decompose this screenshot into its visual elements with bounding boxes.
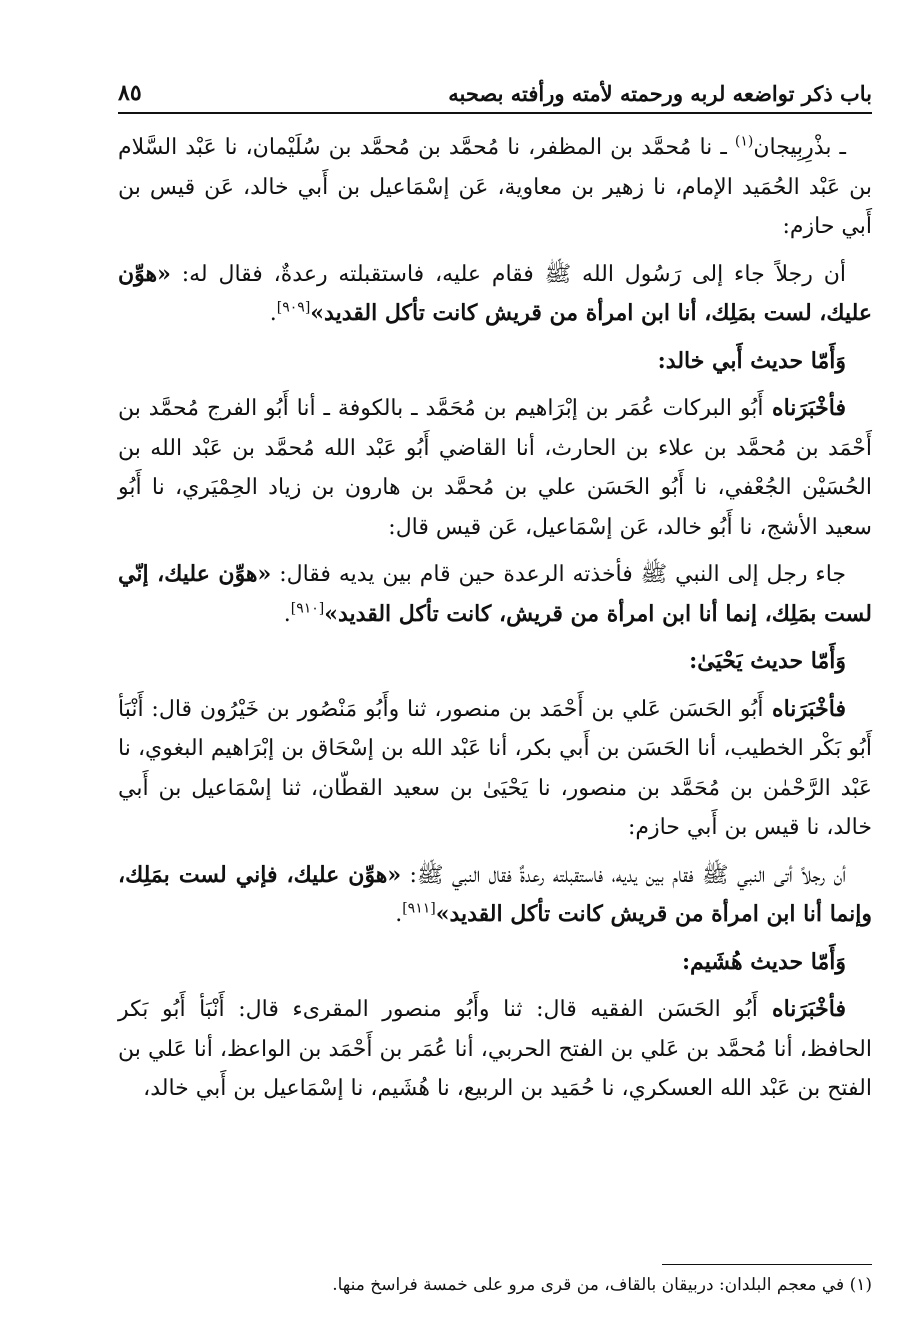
text-run: . [269, 301, 277, 326]
running-header [118, 66, 872, 114]
chapter-title: باب ذكر تواضعه لربه ورحمته لأمته ورأفته بصحبه [448, 81, 872, 106]
text-run: أن رجلاً جاء إلى رَسُول الله ﷺ فقام عليه، فاستقبلته رعدةٌ، فقال له: [170, 261, 846, 287]
section-heading-yahya [118, 642, 872, 682]
footnote-divider [662, 1264, 872, 1265]
bold-text: وَأَمّا حديث [742, 347, 846, 374]
reference-marker: [٩١٠] [290, 600, 325, 617]
paragraph-isnad [118, 690, 872, 848]
section-heading-abi-khalid [118, 342, 872, 382]
text-run: أَبُو الحَسَن الفقيه قال: ثنا وأَبُو منصور المقرىء قال: أَنْبَأ أَبُو بَكر الحافظ، أنا مُحمَّد بن عَلي بن الفتح الحربي، أنا عُمَر بن أَحْمَد بن الواعظ، أنا عَلي بن الفتح بن عَبْد الله العسكري، نا حُمَيد بن الربيع، نا هُشَيم، نا إسْمَاعيل بن أَبي خالد، [118, 997, 872, 1101]
text-run: جاء رجل إلى النبي ﷺ فأخذته الرعدة حين قام بين يديه فقال: [271, 562, 846, 587]
text-run: ـ بذْرِبِيجان [753, 135, 847, 160]
text-run: هُشَيم: [681, 948, 743, 975]
section-heading-hushaym [118, 943, 872, 983]
paragraph-isnad [118, 990, 872, 1109]
text-run: أَبي خالد: [657, 347, 743, 374]
bold-text: فأخْبَرَناه [763, 695, 846, 722]
reference-marker: [٩٠٩] [276, 299, 311, 316]
bold-text: «هوِّن عليك، فإني لست بمَلِك، وإنما أنا ابن امرأة من قريش كانت تأكل القديد» [118, 861, 872, 927]
text-run: يَحْيَىٰ: [689, 648, 743, 674]
footnote: (١) في معجم البلدان: دربيقان بالقاف، من قرى مرو على خمسة فراسخ منها. [332, 1275, 872, 1295]
bold-text: فأخْبَرَناه [763, 395, 847, 421]
bold-text: «هوِّن عليك، لست بمَلِك، أنا ابن امرأة من قريش كانت تأكل القديد» [118, 260, 872, 326]
reference-marker: (١) [734, 133, 754, 150]
paragraph-isnad [118, 389, 872, 547]
text-run: أَبُو الحَسَن عَلي بن أَحْمَد بن منصور، ثنا وأَبُو مَنْصُور بن خَيْرُون قال: أَنْبَأ أَبُو بَكْر الخطيب، أنا الحَسَن بن أَبي بكر، أنا عَبْد الله بن إسْحَاق بن إبْرَاهيم البغوي، نا عَبْد الرَّحْمٰن بن مُحَمَّد بن منصور، نا يَحْيَىٰ بن سعيد القطّان، ثنا إسْمَاعيل بن أَبي خالد، نا قيس بن أَبي حازم: [118, 696, 872, 840]
text-run: . [283, 601, 291, 627]
text-run: أن رجلاً أتى النبي ﷺ فقام بين يديه، فاستقبلته رعدةٌ فقال النبي ﷺ: [401, 862, 847, 888]
paragraph-hadith-text [118, 856, 872, 935]
text-run: . [395, 902, 403, 927]
bold-text: وَأَمّا حديث [742, 648, 846, 674]
bold-text: وَأَمّا حديث [742, 948, 846, 975]
bold-text: فأخْبَرَناه [757, 996, 847, 1022]
paragraph-hadith-text [118, 555, 872, 634]
paragraph-isnad-continuation [118, 128, 872, 247]
paragraph-hadith-text [118, 255, 872, 334]
reference-marker: [٩١١] [402, 900, 436, 917]
page-number: ٨٥ [118, 80, 142, 106]
text-run: ـ نا مُحمَّد بن المظفر، نا مُحمَّد بن مُحمَّد بن سُلَيْمان، نا عَبْد السَّلام بن عَبْد الحُمَيد الإمام، نا زهير بن معاوية، عَن إسْمَاعيل بن أَبي خالد، عَن قيس بن أَبي حازم: [118, 135, 872, 239]
text-run: أَبُو البركات عُمَر بن إبْرَاهيم بن مُحَمَّد ـ بالكوفة ـ أنا أَبُو الفرج مُحمَّد بن أَحْمَد بن مُحمَّد بن علاء بن الحارث، أنا القاضي أَبُو عَبْد الله مُحمَّد بن عَبْد الله بن الحُسَيْن الجُعْفي، نا أَبُو الحَسَن علي بن مُحمَّد بن هارون بن زياد الحِمْيَري، نا أَبُو سعيد الأشج، نا أَبُو خالد، عَن إسْمَاعيل، عَن قيس قال: [118, 396, 872, 540]
bold-text: «هوِّن عليك، إنّي لست بمَلِك، إنما أنا ابن امرأة من قريش، كانت تأكل القديد» [118, 561, 872, 627]
main-text [118, 128, 872, 1109]
